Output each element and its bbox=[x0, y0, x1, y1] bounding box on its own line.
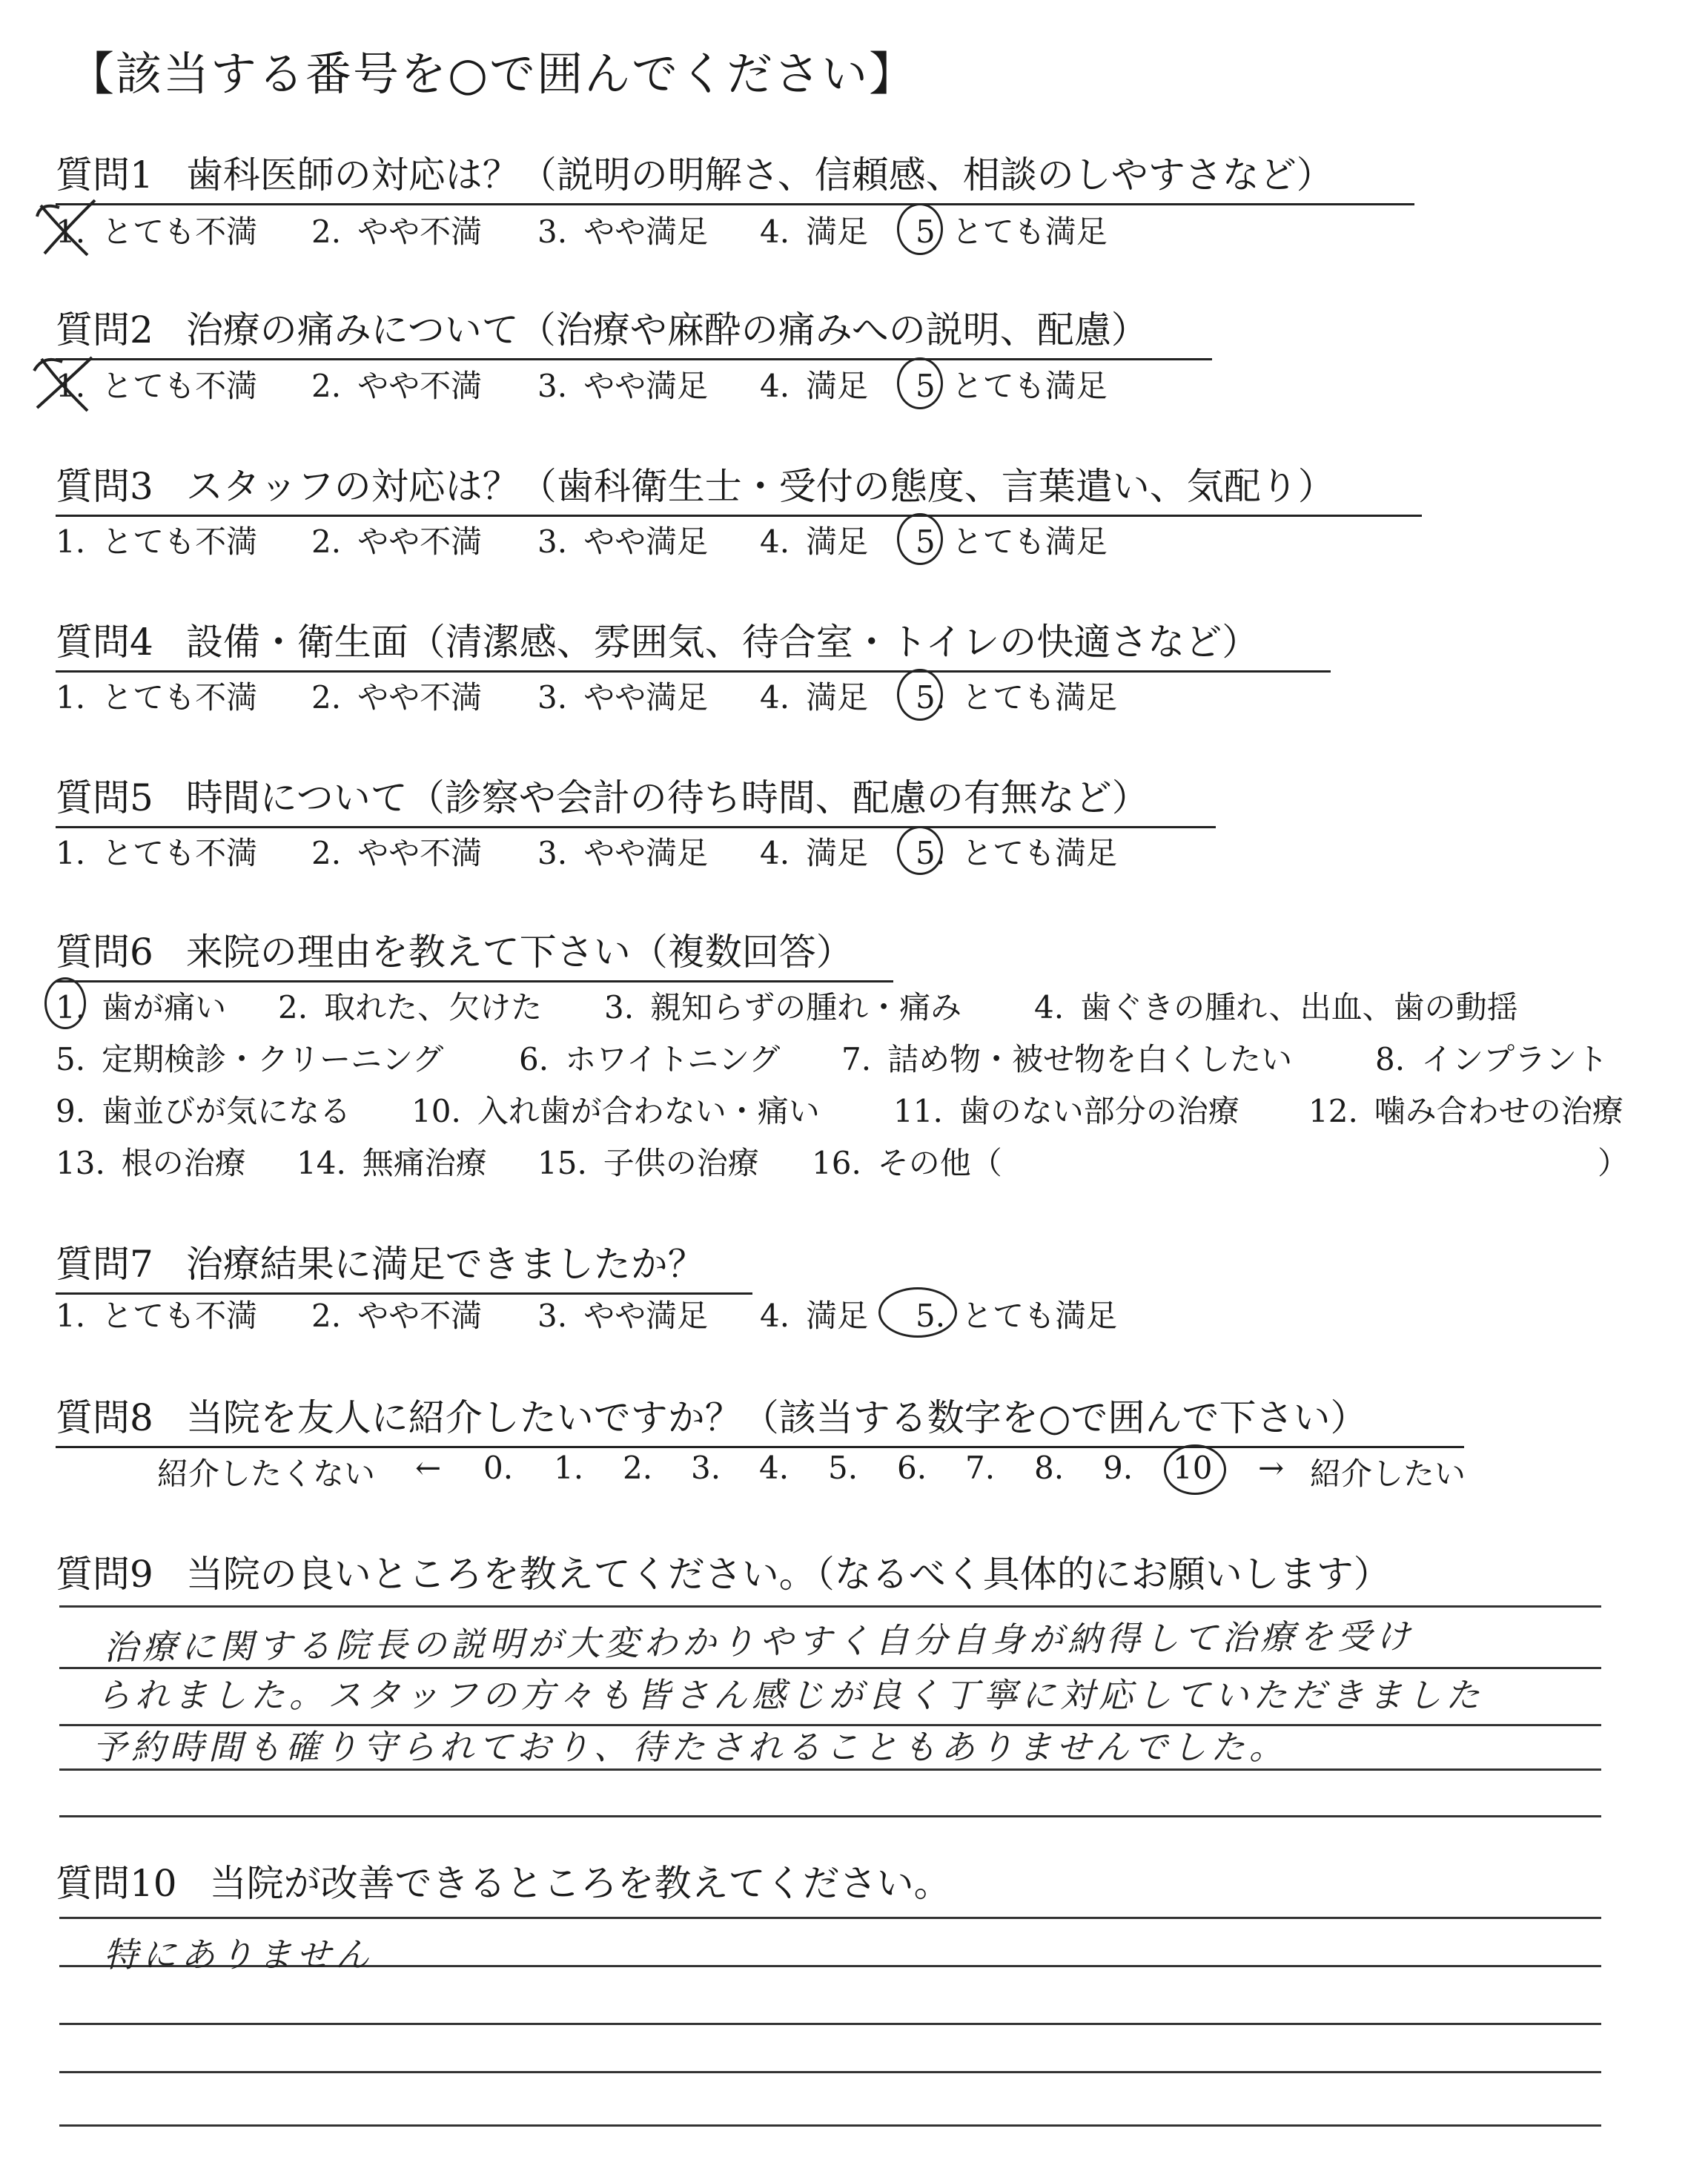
q2-opt-3-num[interactable]: 3. bbox=[537, 368, 568, 404]
q4-selected-circle-icon bbox=[897, 669, 946, 721]
q6-reason-5-num[interactable]: 5. bbox=[56, 1041, 86, 1077]
q6-selected-circle-icon bbox=[44, 977, 86, 1029]
q6-reason-3-num[interactable]: 3. bbox=[604, 989, 635, 1025]
question-4-label: 質問4 bbox=[56, 621, 153, 664]
q8-arrow-right-icon: → bbox=[1258, 1450, 1285, 1486]
q3-opt-2-num[interactable]: 2. bbox=[311, 524, 342, 560]
q5-opt-3-num[interactable]: 3. bbox=[537, 835, 568, 871]
q2-opt-2-label: やや不満 bbox=[357, 368, 483, 404]
q3-opt-1-label: とても不満 bbox=[102, 524, 258, 560]
q1-opt-4-label: 満足 bbox=[806, 214, 869, 250]
q4-opt-1-label: とても不満 bbox=[102, 679, 258, 716]
q10-answer-line-3 bbox=[59, 2023, 1601, 2025]
q1-selected-circle-icon bbox=[897, 203, 943, 255]
q2-opt-3-label: やや満足 bbox=[583, 368, 709, 404]
q4-opt-4-label: 満足 bbox=[806, 679, 869, 716]
q7-opt-2-label: やや不満 bbox=[357, 1298, 483, 1334]
q2-opt-2-num[interactable]: 2. bbox=[311, 368, 342, 404]
q6-reason-6-label: ホワイトニング bbox=[565, 1041, 781, 1077]
q5-opt-1-num[interactable]: 1. bbox=[56, 835, 86, 871]
question-8-heading bbox=[56, 1388, 1464, 1448]
q7-selected-circle-icon bbox=[878, 1287, 957, 1338]
q8-scale-8[interactable]: 8. bbox=[1034, 1450, 1065, 1486]
q6-reason-13-num[interactable]: 13. bbox=[56, 1145, 105, 1181]
q6-reason-5-label: 定期検診・クリーニング bbox=[102, 1041, 444, 1077]
q9-answer-text-1: 治療に関する院長の説明が大変わかりやすく自分自身が納得して治療を受け bbox=[103, 1616, 1415, 1668]
q5-selected-circle-icon bbox=[897, 826, 946, 875]
q1-opt-4-num[interactable]: 4. bbox=[760, 214, 790, 250]
q8-scale-low-label: 紹介したくない bbox=[157, 1456, 376, 1492]
question-8-text: 当院を友人に紹介したいですか？（該当する数字を○で囲んで下さい） bbox=[185, 1396, 1368, 1439]
question-2-label: 質問2 bbox=[56, 308, 153, 351]
q8-arrow-left-icon: ← bbox=[415, 1450, 442, 1486]
q8-scale-4[interactable]: 4. bbox=[759, 1450, 790, 1486]
q1-opt-5-num[interactable]: 5 bbox=[916, 214, 936, 250]
q5-opt-2-num[interactable]: 2. bbox=[311, 835, 342, 871]
q3-opt-4-label: 満足 bbox=[806, 524, 869, 560]
question-9-text: 当院の良いところを教えてください。（なるべく具体的にお願いします） bbox=[185, 1553, 1391, 1596]
q4-opt-3-label: やや満足 bbox=[583, 679, 709, 716]
q4-opt-5-num[interactable]: 5. bbox=[916, 679, 946, 716]
q6-reason-15-num[interactable]: 15. bbox=[537, 1145, 587, 1181]
question-7-text: 治療結果に満足できましたか？ bbox=[185, 1243, 705, 1286]
q4-opt-2-label: やや不満 bbox=[357, 679, 483, 716]
q2-opt-5-num[interactable]: 5 bbox=[916, 368, 936, 404]
q3-selected-circle-icon bbox=[897, 513, 943, 565]
q2-opt-1-label: とても不満 bbox=[102, 368, 258, 404]
question-7-label: 質問7 bbox=[56, 1243, 153, 1286]
q6-reason-6-num[interactable]: 6. bbox=[519, 1041, 549, 1077]
question-1-heading bbox=[56, 145, 1414, 205]
q6-reason-12-label: 噛み合わせの治療 bbox=[1374, 1093, 1623, 1129]
q6-reason-14-num[interactable]: 14. bbox=[297, 1145, 346, 1181]
q9-answer-line-5 bbox=[59, 1815, 1601, 1817]
q3-opt-5-label: とても満足 bbox=[951, 524, 1108, 560]
q6-reason-8-label: インプラント bbox=[1421, 1041, 1609, 1077]
question-3-text: スタッフの対応は？（歯科衛生士・受付の態度、言葉遣い、気配り） bbox=[185, 465, 1335, 508]
q10-answer-line-5 bbox=[59, 2124, 1601, 2127]
q6-reason-4-label: 歯ぐきの腫れ、出血、歯の動揺 bbox=[1080, 989, 1518, 1025]
q8-scale-9[interactable]: 9. bbox=[1103, 1450, 1133, 1486]
q5-opt-4-label: 満足 bbox=[806, 835, 869, 871]
q8-scale-high-label: 紹介したい bbox=[1310, 1456, 1466, 1492]
q1-opt-1-label: とても不満 bbox=[102, 214, 258, 250]
q9-answer-line-1 bbox=[59, 1605, 1601, 1608]
q1-opt-2-num[interactable]: 2. bbox=[311, 214, 342, 250]
q9-answer-text-2: られました。スタッフの方々も皆さん感じが良く丁寧に対応していただきました bbox=[96, 1675, 1484, 1715]
q8-scale-1[interactable]: 1. bbox=[554, 1450, 584, 1486]
question-9-heading bbox=[56, 1545, 1391, 1598]
q10-answer-line-1 bbox=[59, 1917, 1601, 1919]
q5-opt-3-label: やや満足 bbox=[583, 835, 709, 871]
q7-opt-1-label: とても不満 bbox=[102, 1298, 258, 1334]
q1-opt-3-num[interactable]: 3. bbox=[537, 214, 568, 250]
q6-reason-11-label: 歯のない部分の治療 bbox=[959, 1093, 1239, 1129]
question-10-heading bbox=[56, 1854, 951, 1907]
q6-reason-8-num[interactable]: 8. bbox=[1375, 1041, 1406, 1077]
q6-reason-7-num[interactable]: 7. bbox=[841, 1041, 872, 1077]
q2-opt-4-label: 満足 bbox=[806, 368, 869, 404]
question-4-heading bbox=[56, 612, 1331, 673]
q6-reason-4-num[interactable]: 4. bbox=[1034, 989, 1065, 1025]
q3-opt-1-num[interactable]: 1. bbox=[56, 524, 86, 560]
q2-opt-4-num[interactable]: 4. bbox=[760, 368, 790, 404]
q6-other-close-paren: ） bbox=[1598, 1145, 1629, 1181]
q7-opt-3-label: やや満足 bbox=[583, 1298, 709, 1334]
q7-opt-4-label: 満足 bbox=[806, 1298, 869, 1334]
question-3-label: 質問3 bbox=[56, 465, 153, 508]
q6-reason-3-label: 親知らずの腫れ・痛み bbox=[650, 989, 962, 1025]
q7-opt-5-label: とても満足 bbox=[961, 1298, 1118, 1334]
q6-reason-12-num[interactable]: 12. bbox=[1308, 1093, 1358, 1129]
q5-opt-5-label: とても満足 bbox=[961, 835, 1118, 871]
question-6-label: 質問6 bbox=[56, 931, 153, 974]
q6-reason-10-label: 入れ歯が合わない・痛い bbox=[477, 1093, 820, 1129]
q8-scale-10[interactable]: 10 bbox=[1173, 1450, 1213, 1486]
question-6-heading bbox=[56, 922, 893, 982]
q2-selected-circle-icon bbox=[897, 357, 943, 409]
q3-opt-2-label: やや不満 bbox=[357, 524, 483, 560]
q5-opt-1-label: とても不満 bbox=[102, 835, 258, 871]
q8-scale-6[interactable]: 6. bbox=[897, 1450, 927, 1486]
q8-scale-5[interactable]: 5. bbox=[828, 1450, 858, 1486]
q4-opt-4-num[interactable]: 4. bbox=[760, 679, 790, 716]
q6-reason-2-num[interactable]: 2. bbox=[278, 989, 308, 1025]
q6-reason-9-num[interactable]: 9. bbox=[56, 1093, 86, 1129]
q4-opt-3-num[interactable]: 3. bbox=[537, 679, 568, 716]
question-5-heading bbox=[56, 768, 1216, 828]
question-8-label: 質問8 bbox=[56, 1396, 153, 1439]
question-5-text: 時間について（診察や会計の待ち時間、配慮の有無など） bbox=[185, 776, 1149, 819]
q7-opt-5-num[interactable]: 5. bbox=[916, 1298, 946, 1334]
q8-selected-circle-icon bbox=[1164, 1444, 1226, 1495]
q7-opt-3-num[interactable]: 3. bbox=[537, 1298, 568, 1334]
q4-opt-5-label: とても満足 bbox=[961, 679, 1118, 716]
q4-opt-2-num[interactable]: 2. bbox=[311, 679, 342, 716]
q7-opt-4-num[interactable]: 4. bbox=[760, 1298, 790, 1334]
q5-opt-5-num[interactable]: 5. bbox=[916, 835, 946, 871]
q6-reason-11-num[interactable]: 11. bbox=[893, 1093, 943, 1129]
q10-answer-text-1: 特にありません bbox=[104, 1935, 374, 1975]
q8-scale-2[interactable]: 2. bbox=[623, 1450, 653, 1486]
question-10-text: 当院が改善できるところを教えてください。 bbox=[209, 1862, 951, 1905]
q1-opt-5-label: とても満足 bbox=[951, 214, 1108, 250]
q6-reason-9-label: 歯並びが気になる bbox=[102, 1093, 351, 1129]
q3-opt-5-num[interactable]: 5 bbox=[916, 524, 936, 560]
q1-opt-3-label: やや満足 bbox=[583, 214, 709, 250]
question-7-heading bbox=[56, 1235, 752, 1295]
q7-opt-1-num[interactable]: 1. bbox=[56, 1298, 86, 1334]
q6-reason-1-label: 歯が痛い bbox=[102, 989, 227, 1025]
question-10-label: 質問10 bbox=[56, 1862, 177, 1905]
q6-reason-1-num[interactable]: 1. bbox=[56, 989, 86, 1025]
q5-opt-2-label: やや不満 bbox=[357, 835, 483, 871]
q8-scale-0[interactable]: 0. bbox=[483, 1450, 514, 1486]
q6-reason-13-label: 根の治療 bbox=[121, 1145, 246, 1181]
q7-opt-2-num[interactable]: 2. bbox=[311, 1298, 342, 1334]
question-1-text: 歯科医師の対応は？（説明の明解さ、信頼感、相談のしやすさなど） bbox=[185, 153, 1334, 196]
q1-opt-1-num[interactable]: 1. bbox=[56, 214, 86, 250]
q8-scale-3[interactable]: 3. bbox=[691, 1450, 721, 1486]
question-3-heading bbox=[56, 457, 1422, 517]
q6-reason-15-label: 子供の治療 bbox=[603, 1145, 759, 1181]
question-5-label: 質問5 bbox=[56, 776, 153, 819]
q3-opt-3-num[interactable]: 3. bbox=[537, 524, 568, 560]
q1-opt-2-label: やや不満 bbox=[357, 214, 483, 250]
q6-reason-14-label: 無痛治療 bbox=[362, 1145, 487, 1181]
q2-opt-1-num[interactable]: 1. bbox=[56, 368, 86, 404]
q9-answer-text-3: 予約時間も確り守られており、待たされることもありませんでした。 bbox=[93, 1727, 1288, 1767]
q1-cross-mark-icon bbox=[30, 194, 104, 261]
question-2-text: 治療の痛みについて（治療や麻酔の痛みへの説明、配慮） bbox=[185, 308, 1148, 351]
q3-opt-3-label: やや満足 bbox=[583, 524, 709, 560]
q6-reason-7-label: 詰め物・被せ物を白くしたい bbox=[887, 1041, 1293, 1077]
question-9-label: 質問9 bbox=[56, 1553, 153, 1596]
q6-reason-10-num[interactable]: 10. bbox=[411, 1093, 461, 1129]
question-6-text: 来院の理由を教えて下さい（複数回答） bbox=[185, 931, 853, 974]
q6-reason-2-label: 取れた、欠けた bbox=[324, 989, 543, 1025]
q5-opt-4-num[interactable]: 4. bbox=[760, 835, 790, 871]
question-2-heading bbox=[56, 300, 1212, 360]
q8-scale-7[interactable]: 7. bbox=[965, 1450, 996, 1486]
q2-opt-5-label: とても満足 bbox=[951, 368, 1108, 404]
q6-reason-16-label: その他（ bbox=[877, 1145, 1002, 1181]
q10-answer-line-4 bbox=[59, 2071, 1601, 2073]
q3-opt-4-num[interactable]: 4. bbox=[760, 524, 790, 560]
q6-reason-16-num[interactable]: 16. bbox=[812, 1145, 861, 1181]
q2-cross-mark-icon bbox=[28, 350, 102, 417]
q4-opt-1-num[interactable]: 1. bbox=[56, 679, 86, 716]
form-title: 【該当する番号を○で囲んでください】 bbox=[68, 47, 917, 101]
question-4-text: 設備・衛生面（清潔感、雰囲気、待合室・トイレの快適さなど） bbox=[185, 621, 1260, 664]
question-1-label: 質問1 bbox=[56, 153, 153, 196]
